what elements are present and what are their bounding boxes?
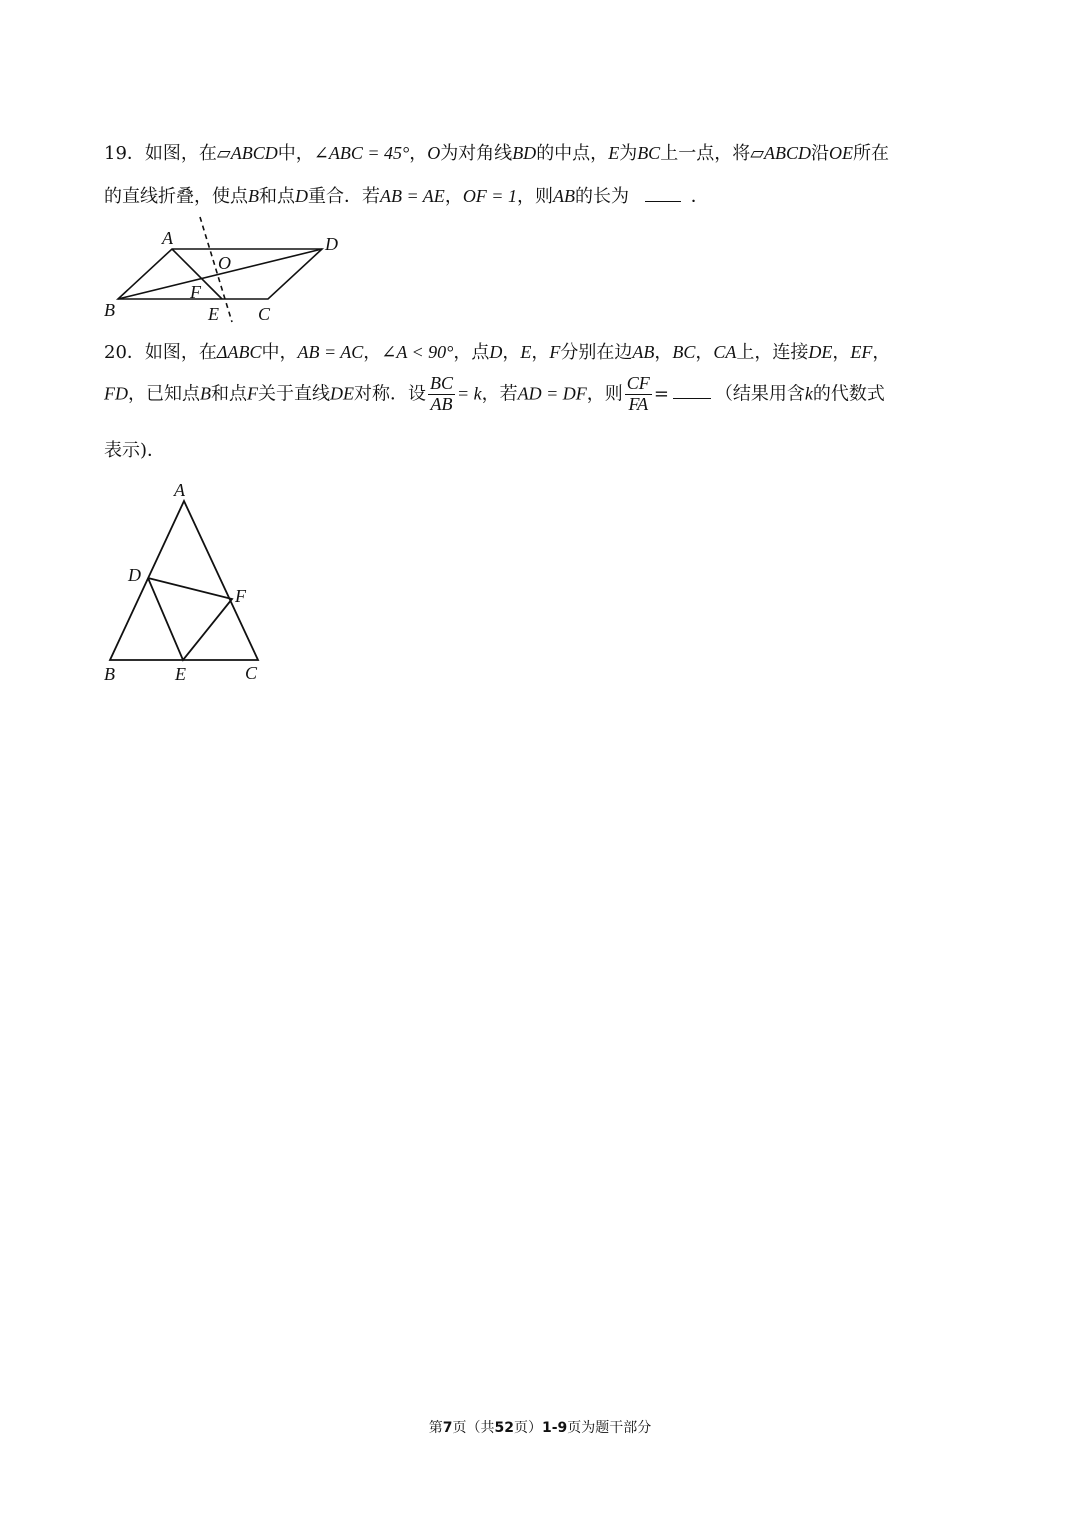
angle-condition: ∠ABC = 45° [313,143,410,163]
label-f: F [235,586,246,606]
label-c: C [258,304,271,324]
q20-triangle-figure [98,478,278,688]
page-number: 7 [442,1420,453,1436]
q19-parallelogram-figure [100,212,360,322]
q20-line-3: 表示)． [104,440,166,461]
q20-line-2: FD，已知点B和点F关于直线DE对称．设 $\frac{BC}{AB}$ = k，若AD = DF，则 $\frac{CF}{FA}$ = （结果用含k的代数式 [104,373,885,414]
page-footer: 第7页（共52页）1-9页为题干部分 [428,1420,652,1436]
label-d: D [325,234,338,254]
label-d: D [128,565,141,585]
q20-number: 20． [104,342,145,363]
q19-number: 19． [104,143,145,164]
label-f: F [190,282,201,302]
label-o: O [218,253,231,273]
answer-blank[interactable] [673,380,711,399]
triangle-def [148,578,232,660]
q20-line-1: 20．如图，在ΔABC中，AB = AC，∠A < 90°，点D，E，F分别在边AB，BC，CA上，连接DE，EF， [104,342,891,363]
label-b: B [104,664,115,684]
label-e: E [175,664,186,684]
total-pages: 52 [494,1420,514,1436]
label-b: B [104,300,115,320]
q19-line-1: 19．如图，在▱ABCD中，∠ABC = 45°，O为对角线BD的中点，E为BC上一点，将▱ABCD沿OE所在 [104,143,890,164]
label-a: A [174,480,185,500]
label-e: E [208,304,219,324]
label-c: C [245,663,258,683]
answer-blank[interactable] [645,183,681,202]
fraction-cf-fa: $\frac{CF}{FA}$ [626,373,650,414]
label-a: A [162,228,173,248]
fraction-bc-ab: $\frac{BC}{AB}$ [430,373,454,414]
parallelogram-symbol: ▱ [216,143,231,164]
parallelogram-symbol: ▱ [750,143,765,164]
q19-line-2: 的直线折叠，使点B和点D重合．若AB = AE，OF = 1，则AB的长为 ． [104,182,709,208]
